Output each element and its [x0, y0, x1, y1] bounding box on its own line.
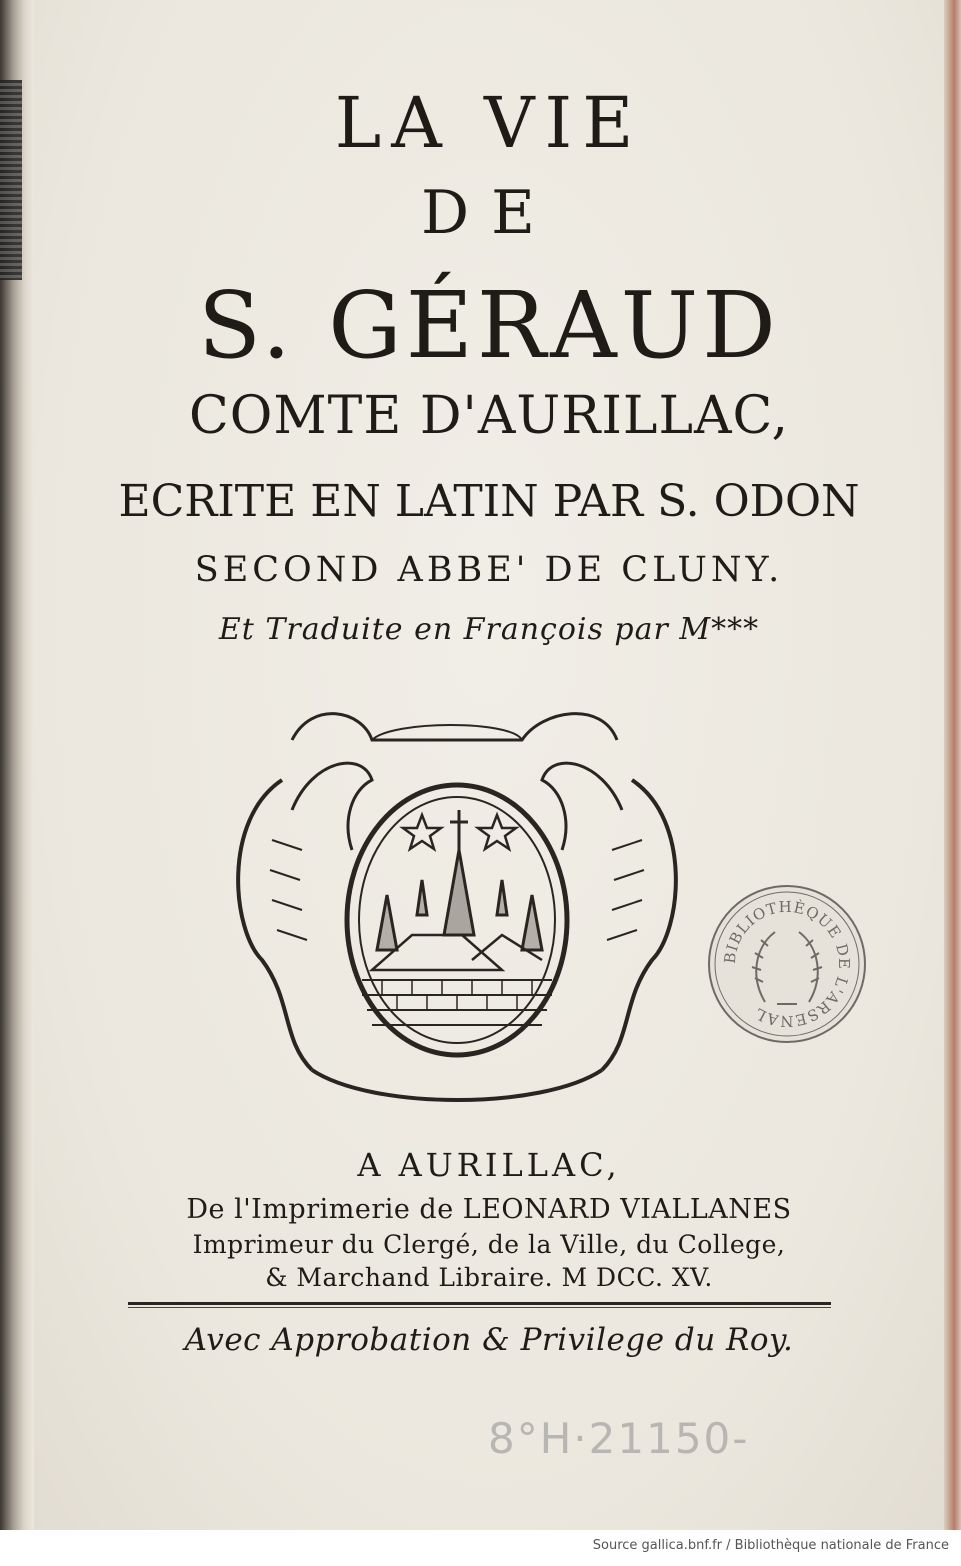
imprint-place: A AURILLAC, — [357, 1146, 621, 1184]
coat-of-arms-woodcut-icon — [222, 700, 692, 1110]
title-line-la-vie: LA VIE — [334, 82, 644, 164]
title-line-ecrite: ECRITE EN LATIN PAR S. ODON — [118, 476, 860, 527]
imprint-date: & Marchand Libraire. M DCC. XV. — [265, 1263, 713, 1292]
divider-rule-thin — [128, 1307, 831, 1308]
binding-edge — [0, 80, 22, 280]
imprint-printer-role: Imprimeur du Clergé, de la Ville, du College, — [192, 1230, 786, 1259]
title-line-comte: COMTE D'AURILLAC, — [189, 386, 789, 446]
imprint-printer: De l'Imprimerie de LEONARD VIALLANES — [186, 1194, 792, 1225]
title-line-second-abbe: SECOND ABBE' DE CLUNY. — [194, 550, 784, 590]
shelfmark: 8°H·21150- — [488, 1414, 750, 1463]
title-line-saint-name: S. GÉRAUD — [198, 272, 780, 379]
library-stamp-icon — [705, 882, 870, 1047]
page-edge — [944, 0, 961, 1530]
title-line-de: DE — [421, 178, 557, 248]
stamp-text: BIBLIOTHÈQUE DE L'ARSENAL — [720, 897, 854, 1031]
divider-rule — [128, 1302, 831, 1305]
title-line-traduite: Et Traduite en François par M*** — [218, 612, 760, 647]
source-credit: Source gallica.bnf.fr / Bibliothèque nationale de France — [592, 1538, 949, 1553]
approbation-line: Avec Approbation & Privilege du Roy. — [184, 1322, 794, 1358]
